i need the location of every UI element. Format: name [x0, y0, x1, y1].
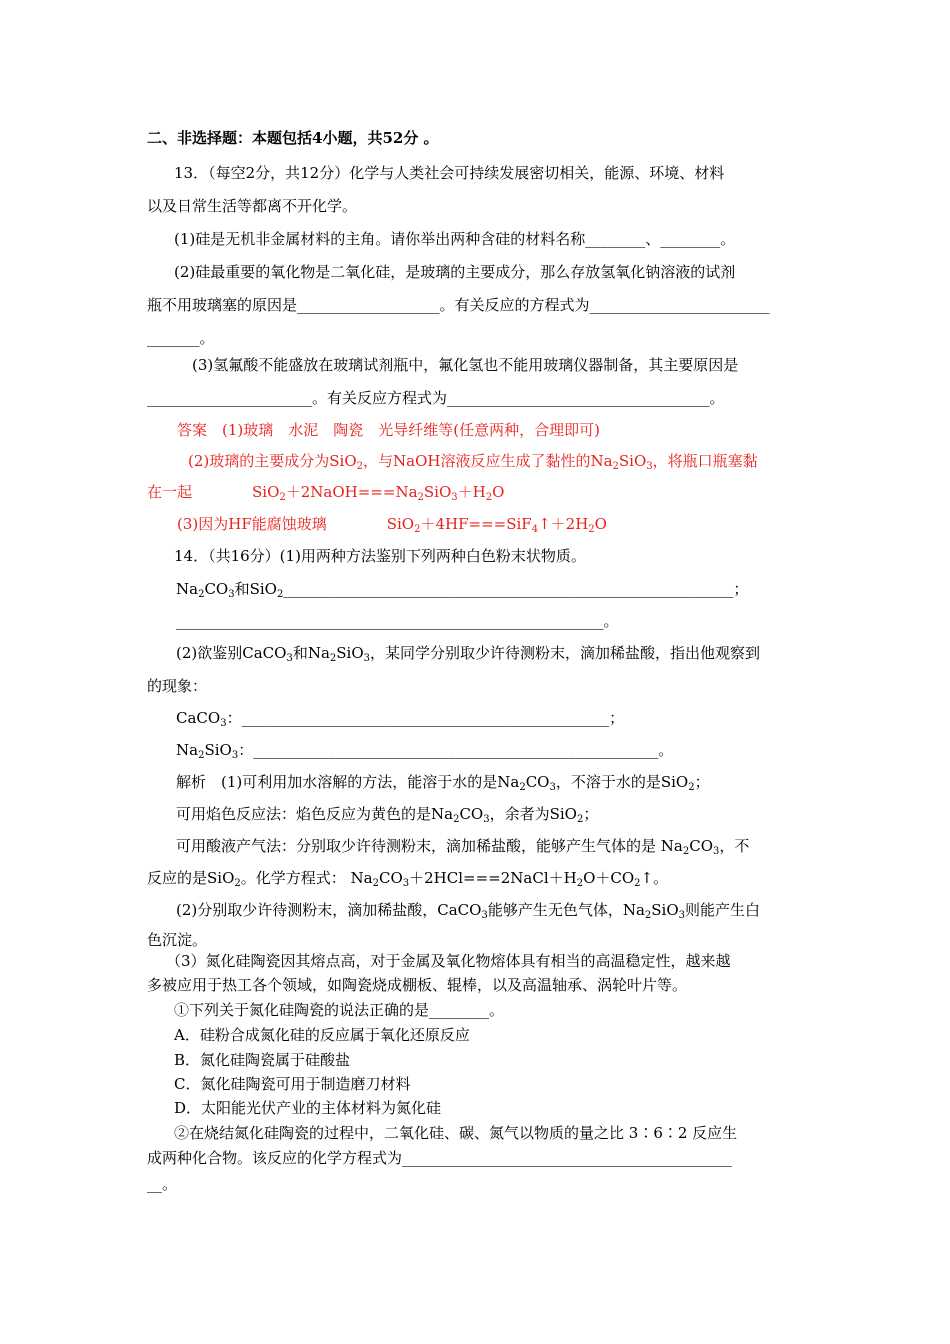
q14-analysis-2: 可用焰色反应法：焰色反应为黄色的是$Na_2CO_3$，余者为SiO$_2$；: [176, 805, 599, 825]
q14-part2-line2: 的现象：: [147, 677, 208, 695]
q14-blank-line2: _________________________________________________________。: [176, 612, 619, 630]
q14-subquestion-1: ①下列关于氮化硅陶瓷的说法正确的是________。: [174, 1001, 505, 1019]
q13-part3-line1: (3)氢氟酸不能盛放在玻璃试剂瓶中，氟化氢也不能用玻璃仪器制备，其主要原因是: [192, 356, 739, 374]
q14-subquestion-2-line2: 成两种化合物。该反应的化学方程式为____________________________________________: [147, 1149, 733, 1167]
q13-stem-line2: 以及日常生活等都离不开化学。: [147, 197, 358, 215]
q14-stem: 14．（共16分）(1)用两种方法鉴别下列两种白色粉末状物质。: [174, 547, 586, 565]
q14-caco3-line: CaCO$_3$：_________________________________________________；: [176, 709, 625, 729]
q14-subquestion-2-line3: __。: [147, 1175, 178, 1193]
q13-answer-3: (3)因为HF能腐蚀玻璃 $SiO_2+4HF===SiF_4↑+2H_2O$: [177, 515, 607, 535]
q13-part1: (1)硅是无机非金属材料的主角。请你举出两种含硅的材料名称________、________。: [174, 230, 736, 248]
q13-answer-1: 答案 (1)玻璃 水泥 陶瓷 光导纤维等(任意两种，合理即可): [177, 421, 600, 439]
q14-analysis-6: 色沉淀。: [147, 931, 208, 949]
q14-analysis-4: 反应的是SiO$_2$。化学方程式： $Na_2CO_3+2HCl===2NaCl+H_2O+CO_2↑$。: [147, 869, 669, 889]
q14-part3-line2: 多被应用于热工各个领域，如陶瓷烧成棚板、辊棒，以及高温轴承、涡轮叶片等。: [147, 976, 688, 994]
q14-part2-line1: (2)欲鉴别CaCO$_3$和$Na_2SiO_3$，某同学分别取少许待测粉末，滴加稀盐酸，指出他观察到: [176, 644, 761, 664]
q14-option-b: B．氮化硅陶瓷属于硅酸盐: [174, 1051, 351, 1069]
q13-part2-line3: _______。: [147, 329, 215, 347]
q13-stem-line1: 13．（每空2分，共12分）化学与人类社会可持续发展密切相关，能源、环境、材料: [174, 164, 725, 182]
q14-subquestion-2-line1: ②在烧结氮化硅陶瓷的过程中，二氧化硅、碳、氮气以物质的量之比 3∶6∶2 反应生: [174, 1124, 738, 1142]
q13-answer-2-line1: (2)玻璃的主要成分为SiO$_2$，与NaOH溶液反应生成了黏性的$Na_2SiO_3$，将瓶口瓶塞黏: [188, 452, 758, 472]
q14-option-c: C．氮化硅陶瓷可用于制造磨刀材料: [174, 1075, 411, 1093]
q14-option-d: D．太阳能光伏产业的主体材料为氮化硅: [174, 1099, 442, 1117]
q14-na2sio3-line: $Na_2SiO_3$：______________________________________________________。: [176, 741, 674, 761]
q14-part3-line1: （3）氮化硅陶瓷因其熔点高，对于金属及氧化物熔体具有相当的高温稳定性，越来越: [166, 952, 731, 970]
q14-option-a: A．硅粉合成氮化硅的反应属于氧化还原反应: [174, 1026, 470, 1044]
q14-analysis-3: 可用酸液产气法：分别取少许待测粉末，滴加稀盐酸，能够产生气体的是 $Na_2CO_3$，不: [176, 837, 750, 857]
q14-analysis-5: (2)分别取少许待测粉末，滴加稀盐酸，CaCO$_3$能够产生无色气体，$Na_2SiO_3$则能产生白: [176, 901, 761, 921]
q13-answer-2-line2: 在一起 $SiO_2+2NaOH===Na_2SiO_3+H_2O$: [147, 483, 505, 503]
q13-part2-line1: (2)硅最重要的氧化物是二氧化硅，是玻璃的主要成分，那么存放氢氧化钠溶液的试剂: [174, 263, 736, 281]
q14-analysis-1: 解析 (1)可利用加水溶解的方法，能溶于水的是$Na_2CO_3$，不溶于水的是SiO$_2$；: [176, 773, 710, 793]
q13-part3-line2: ______________________。有关反应方程式为___________________________________。: [147, 389, 725, 407]
q13-part2-line2: 瓶不用玻璃塞的原因是___________________。有关反应的方程式为________________________: [147, 296, 770, 314]
section-title: 二、非选择题：本题包括4小题，共52分 。: [147, 129, 439, 147]
q14-na2co3-sio2-line: $Na_2CO_3$和SiO$_2$____________________________________________________________；: [176, 580, 749, 600]
